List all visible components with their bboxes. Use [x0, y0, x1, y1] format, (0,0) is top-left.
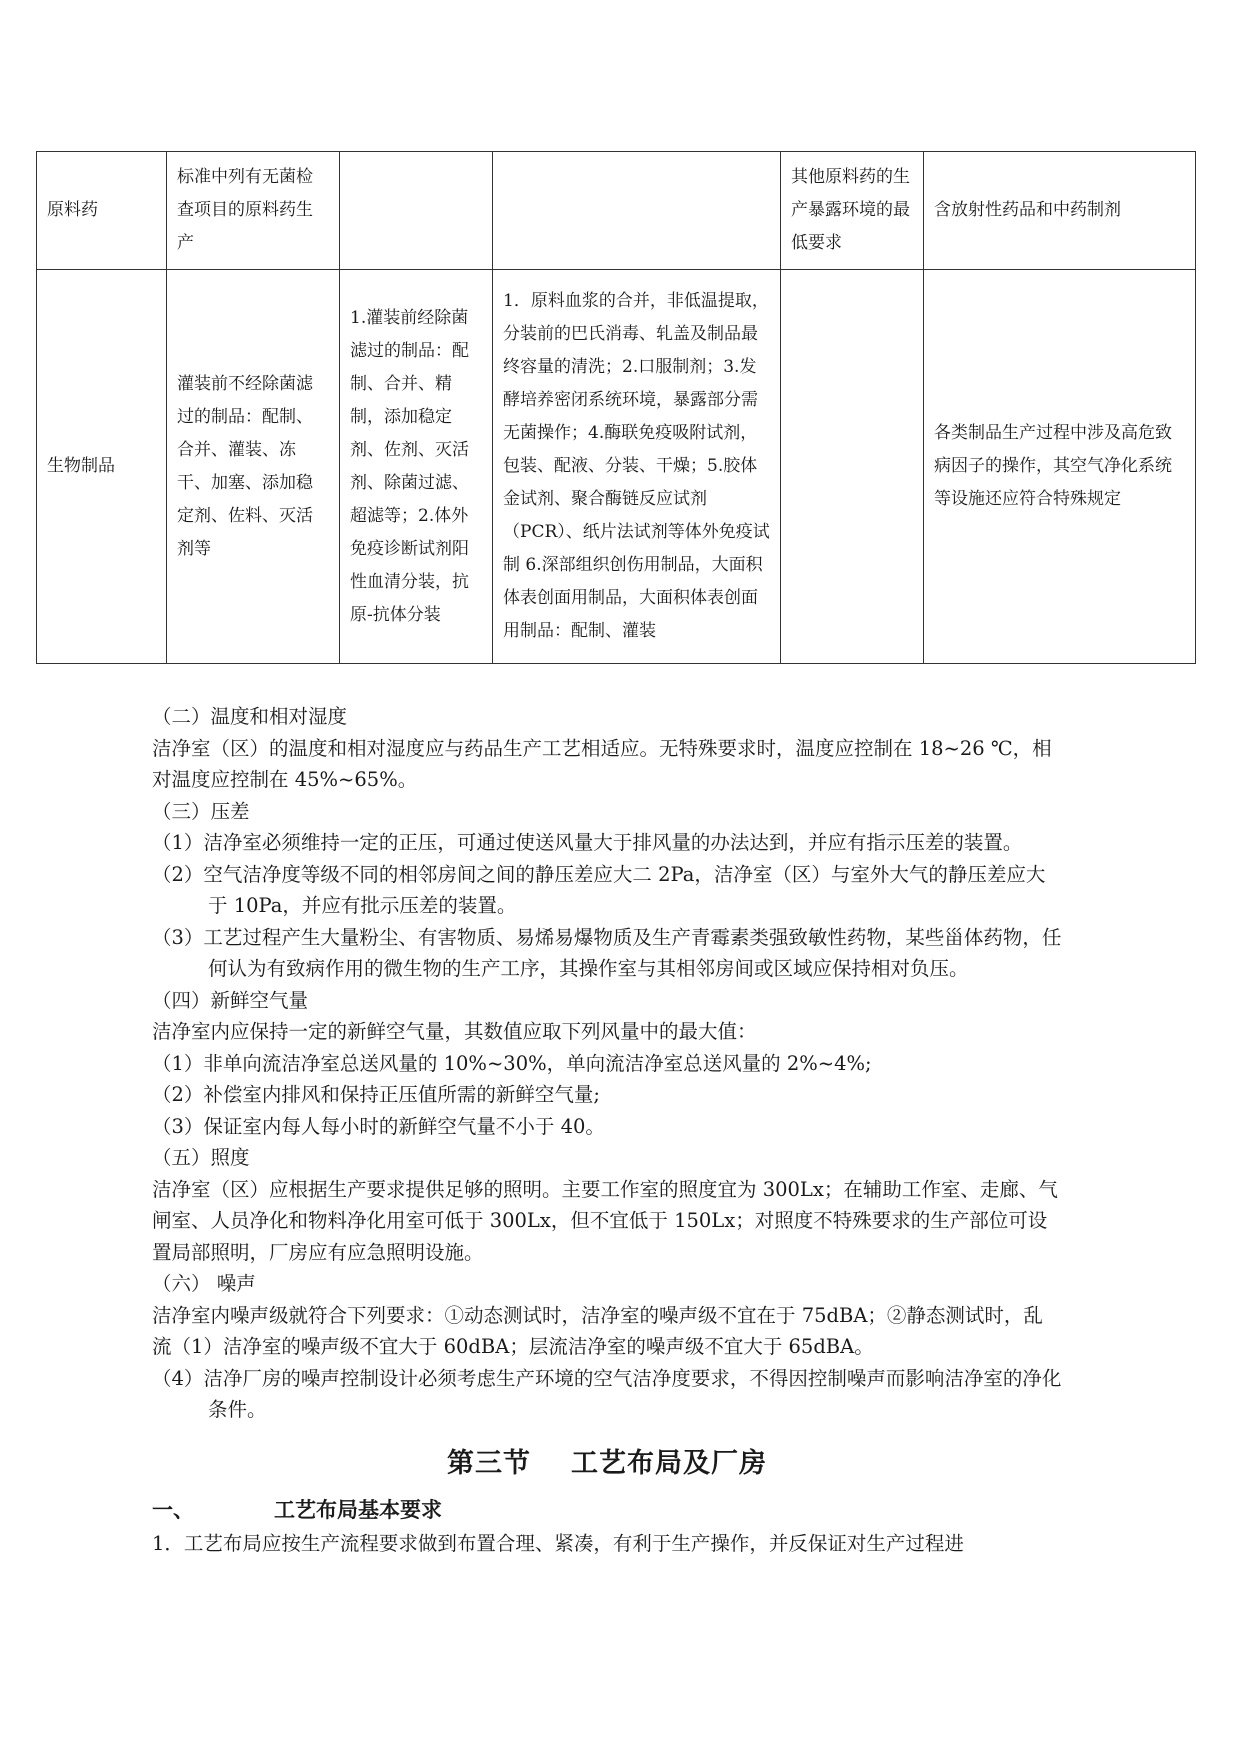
layout-item: 1．工艺布局应按生产流程要求做到布置合理、紧凑，有利于生产操作，并反保证对生产过程进: [152, 1531, 964, 1555]
table-row: [37, 270, 1196, 664]
pressure-item: （2）空气洁净度等级不同的相邻房间之间的静压差应大二 2Pa，洁净室（区）与室外大气的静压差应大于 10Pa，并应有批示压差的装置。: [152, 862, 1046, 917]
temperature-paragraph: 洁净室（区）的温度和相对湿度应与药品生产工艺相适应。无特殊要求时，温度应控制在 18~26 ℃，相对温度应控制在 45%~65%。: [152, 736, 1052, 791]
table-cell: 1．原料血浆的合并，非低温提取，分装前的巴氏消毒、轧盖及制品最终容量的清洗；2.口服制剂；3.发酵培养密闭系统环境，暴露部分需无菌操作；4.酶联免疫吸附试剂，包装、配液、分装、干燥；5.胶体金试剂、聚合酶链反应试剂（PCR）、纸片法试剂等体外免疫试制 6.深部组织创伤用制品，大面积体表创面用制品，大面积体表创面用制品：配制、灌装: [493, 270, 781, 664]
noise-item: （4）洁净厂房的噪声控制设计必须考虑生产环境的空气洁净度要求，不得因控制噪声而影响洁净室的净化条件。: [152, 1366, 1062, 1421]
pressure-heading: （三）压差: [152, 799, 250, 823]
table-cell: [493, 152, 781, 270]
fresh-air-heading: （四）新鲜空气量: [152, 988, 309, 1012]
body-text: [152, 701, 1062, 1559]
fresh-air-item: （3）保证室内每人每小时的新鲜空气量不小于 40。: [152, 1114, 605, 1138]
table-cell: 原料药: [37, 152, 167, 270]
subsection-heading: [152, 1492, 1062, 1528]
table-cell: 1.灌装前经除菌滤过的制品：配制、合并、精制，添加稳定剂、佐剂、灭活剂、除菌过滤、超滤等；2.体外免疫诊断试剂阳性血清分装，抗原-抗体分装: [340, 270, 493, 664]
table-cell: 灌装前不经除菌滤过的制品：配制、合并、灌装、冻干、加塞、添加稳定剂、佐料、灭活剂等: [167, 270, 340, 664]
subsection-number: 一、: [152, 1497, 194, 1522]
table-cell: 生物制品: [37, 270, 167, 664]
fresh-air-item: （1）非单向流洁净室总送风量的 10%~30%，单向流洁净室总送风量的 2%~4%;: [152, 1051, 872, 1075]
illuminance-paragraph: 洁净室（区）应根据生产要求提供足够的照明。主要工作室的照度宜为 300Lx；在辅助工作室、走廊、气闸室、人员净化和物料净化用室可低于 300Lx，但不宜低于 150Lx；对照度不特殊要求的生产部位可设置局部照明，厂房应有应急照明设施。: [152, 1177, 1058, 1264]
subsection-title: 工艺布局基本要求: [274, 1497, 442, 1522]
table-row: [37, 152, 1196, 270]
section-number: 第三节: [447, 1447, 531, 1479]
table-cell: 标准中列有无菌检查项目的原料药生产: [167, 152, 340, 270]
section-title: [152, 1442, 1062, 1486]
section-name: 工艺布局及厂房: [571, 1447, 767, 1479]
table-cell: [340, 152, 493, 270]
fresh-air-paragraph: 洁净室内应保持一定的新鲜空气量，其数值应取下列风量中的最大值：: [152, 1020, 757, 1043]
cleanroom-classification-table: [36, 151, 1196, 664]
table-cell: 其他原料药的生产暴露环境的最低要求: [781, 152, 924, 270]
temperature-heading: （二）温度和相对湿度: [152, 705, 348, 728]
table-cell: 含放射性药品和中药制剂: [924, 152, 1196, 270]
pressure-item: （3）工艺过程产生大量粉尘、有害物质、易烯易爆物质及生产青霉素类强致敏性药物，某些甾体药物，任何认为有致病作用的微生物的生产工序，其操作室与其相邻房间或区域应保持相对负压。: [152, 925, 1062, 980]
table-cell: [781, 270, 924, 664]
table-cell: 各类制品生产过程中涉及高危致病因子的操作，其空气净化系统等设施还应符合特殊规定: [924, 270, 1196, 664]
fresh-air-item: （2）补偿室内排风和保持正压值所需的新鲜空气量;: [152, 1083, 600, 1106]
noise-heading: （六） 噪声: [152, 1272, 256, 1295]
noise-paragraph: 洁净室内噪声级就符合下列要求：①动态测试时，洁净室的噪声级不宜在于 75dBA；②静态测试时，乱流（1）洁净室的噪声级不宜大于 60dBA；层流洁净室的噪声级不宜大于 65dBA。: [152, 1303, 1043, 1358]
illuminance-heading: （五）照度: [152, 1146, 250, 1169]
pressure-item: （1）洁净室必须维持一定的正压，可通过使送风量大于排风量的办法达到，并应有指示压差的装置。: [152, 831, 1023, 854]
